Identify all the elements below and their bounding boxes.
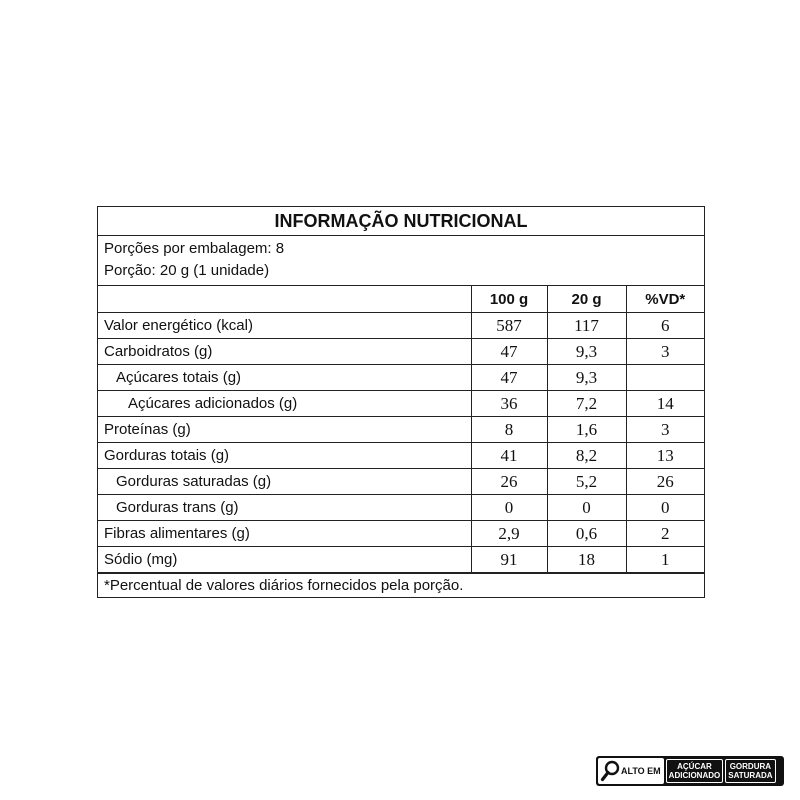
value-100g: 8 [471, 417, 547, 443]
nutrient-table [98, 286, 704, 573]
servings-info [98, 236, 704, 286]
header-100g: 100 g [471, 286, 547, 313]
value-100g: 47 [471, 339, 547, 365]
value-portion: 9,3 [547, 339, 626, 365]
header-vd: %VD* [626, 286, 704, 313]
nutrient-label: Fibras alimentares (g) [98, 521, 471, 547]
servings-per-package: Porções por embalagem: 8 [104, 240, 285, 257]
alto-em-block [598, 758, 664, 784]
value-100g: 36 [471, 391, 547, 417]
value-portion: 8,2 [547, 443, 626, 469]
header-row [98, 286, 704, 313]
alto-em-text: ALTO EM [621, 766, 661, 776]
value-vd: 3 [626, 417, 704, 443]
value-vd: 6 [626, 313, 704, 339]
magnifier-icon [600, 760, 620, 782]
nutrient-label: Gorduras totais (g) [98, 443, 471, 469]
table-row [98, 547, 704, 573]
value-vd: 13 [626, 443, 704, 469]
value-portion: 117 [547, 313, 626, 339]
value-100g: 41 [471, 443, 547, 469]
value-vd: 0 [626, 495, 704, 521]
nutrient-label: Proteínas (g) [98, 417, 471, 443]
table-row [98, 339, 704, 365]
header-portion: 20 g [547, 286, 626, 313]
table-row [98, 365, 704, 391]
nutrient-label: Sódio (mg) [98, 547, 471, 573]
table-row [98, 469, 704, 495]
table-row [98, 495, 704, 521]
front-of-pack-warning-label [596, 756, 784, 786]
value-portion: 1,6 [547, 417, 626, 443]
value-portion: 9,3 [547, 365, 626, 391]
value-100g: 26 [471, 469, 547, 495]
nutrient-label: Gorduras saturadas (g) [98, 469, 471, 495]
table-title: INFORMAÇÃO NUTRICIONAL [98, 207, 704, 236]
badge-added-sugar: AÇÚCAR ADICIONADO [666, 759, 724, 783]
footnote: *Percentual de valores diários fornecidos pela porção. [98, 573, 704, 597]
value-portion: 0,6 [547, 521, 626, 547]
value-vd [626, 365, 704, 391]
header-label [98, 286, 471, 313]
value-portion: 18 [547, 547, 626, 573]
nutrient-label: Gorduras trans (g) [98, 495, 471, 521]
value-100g: 47 [471, 365, 547, 391]
nutrient-label: Carboidratos (g) [98, 339, 471, 365]
table-row [98, 417, 704, 443]
table-row [98, 443, 704, 469]
table-row [98, 313, 704, 339]
value-portion: 0 [547, 495, 626, 521]
value-vd: 1 [626, 547, 704, 573]
value-vd: 26 [626, 469, 704, 495]
table-row [98, 391, 704, 417]
value-100g: 587 [471, 313, 547, 339]
value-vd: 2 [626, 521, 704, 547]
serving-size: Porção: 20 g (1 unidade) [104, 262, 270, 279]
badge-saturated-fat: GORDURA SATURADA [725, 759, 775, 783]
value-portion: 7,2 [547, 391, 626, 417]
value-vd: 3 [626, 339, 704, 365]
value-100g: 0 [471, 495, 547, 521]
table-row [98, 521, 704, 547]
value-vd: 14 [626, 391, 704, 417]
value-portion: 5,2 [547, 469, 626, 495]
value-100g: 91 [471, 547, 547, 573]
nutrient-label: Açúcares adicionados (g) [98, 391, 471, 417]
nutrition-facts-table [97, 206, 705, 598]
nutrient-label: Valor energético (kcal) [98, 313, 471, 339]
value-100g: 2,9 [471, 521, 547, 547]
nutrient-label: Açúcares totais (g) [98, 365, 471, 391]
